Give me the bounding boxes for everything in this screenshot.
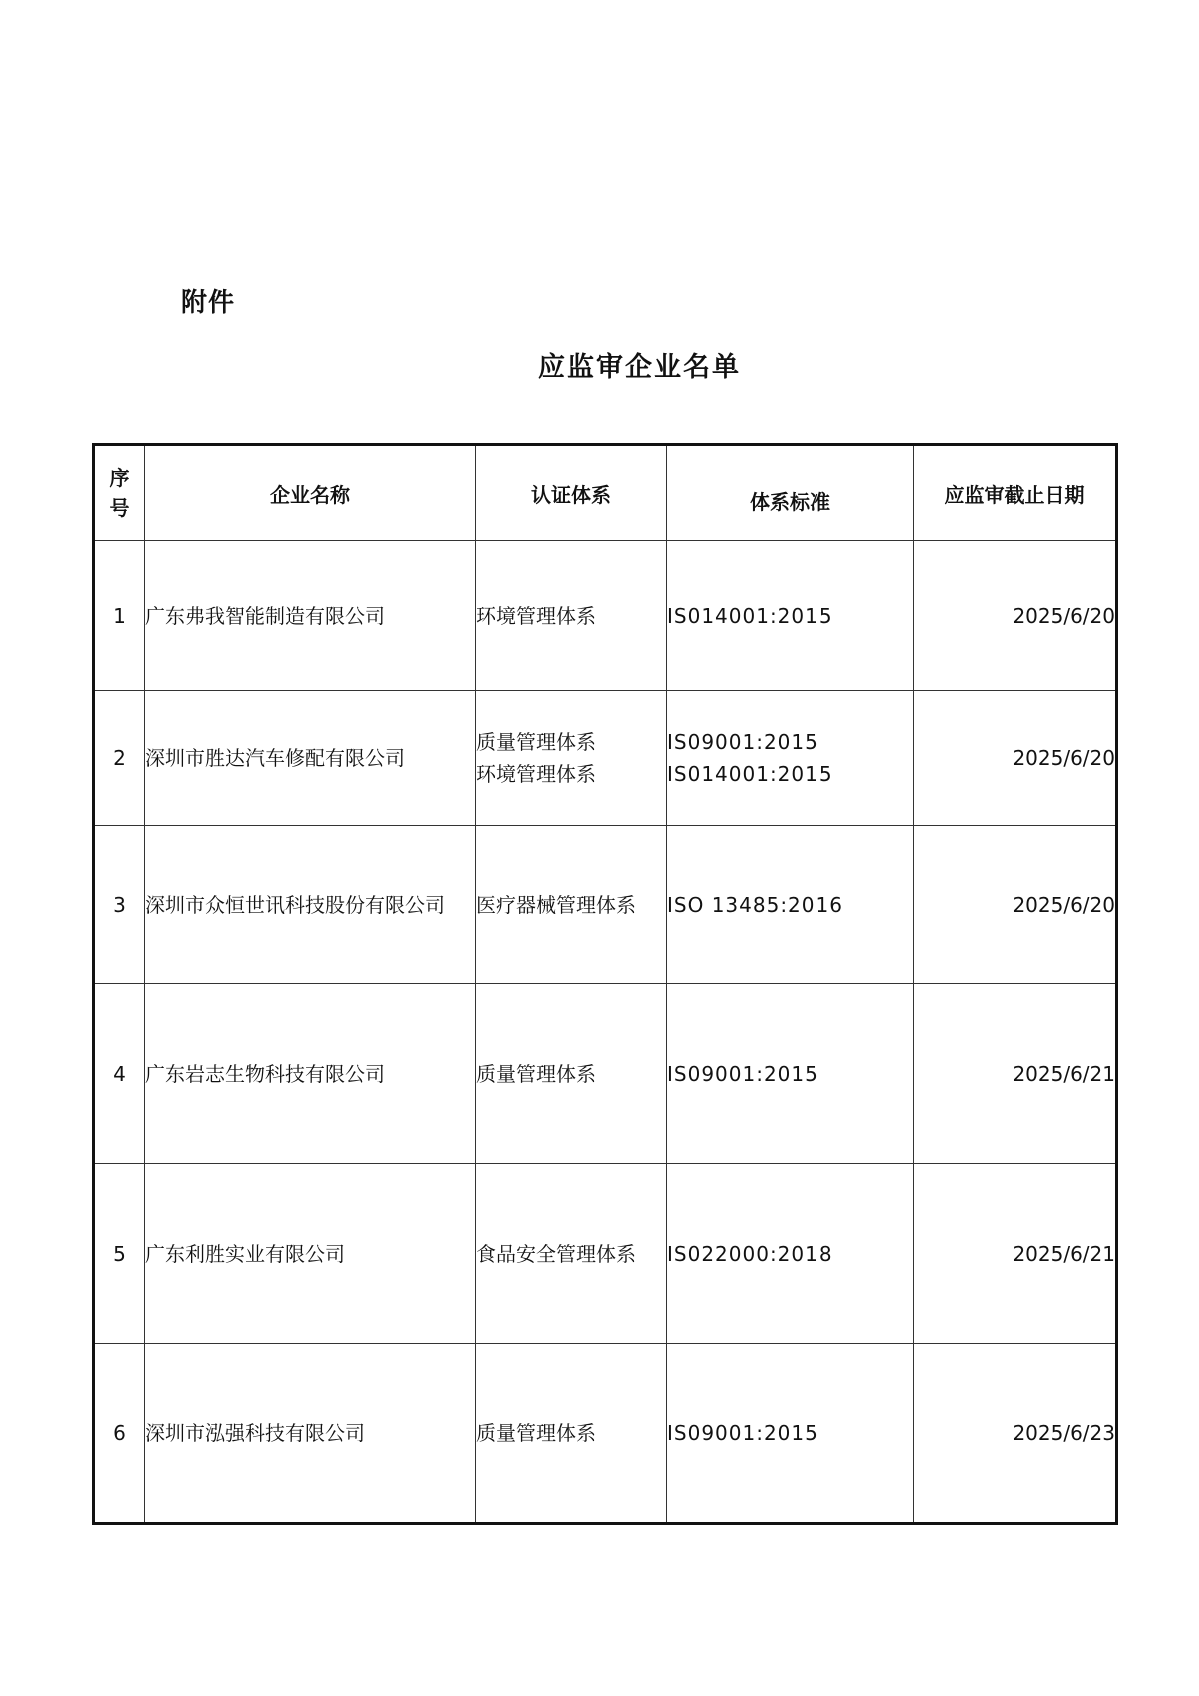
attachment-label: 附件 (181, 288, 236, 318)
table-row (94, 1344, 1117, 1524)
header-serial-line2: 号 (109, 496, 130, 520)
row-standard (667, 1344, 914, 1524)
row-standard (667, 1164, 914, 1344)
row-standard-line: IS09001:2015 (667, 730, 819, 754)
audit-company-table (92, 443, 1118, 1525)
document-title: 应监审企业名单 (538, 352, 741, 383)
row-standard-line: IS014001:2015 (667, 762, 833, 786)
row-system (476, 541, 667, 691)
row-serial: 1 (94, 541, 145, 691)
row-standard (667, 541, 914, 691)
row-standard (667, 691, 914, 826)
row-deadline: 2025/6/20 (914, 541, 1117, 691)
table-row (94, 1164, 1117, 1344)
table-row (94, 541, 1117, 691)
row-company: 深圳市众恒世讯科技股份有限公司 (145, 826, 476, 984)
row-system (476, 691, 667, 826)
row-system-line: 质量管理体系 (476, 1061, 596, 1086)
table-header-row (94, 445, 1117, 541)
header-serial-line1: 序 (109, 466, 130, 490)
row-deadline: 2025/6/21 (914, 1164, 1117, 1344)
header-audit-deadline: 应监审截止日期 (914, 445, 1117, 541)
table-row (94, 691, 1117, 826)
row-system-line: 质量管理体系 (476, 1421, 596, 1445)
row-system-line: 食品安全管理体系 (476, 1241, 636, 1266)
row-deadline: 2025/6/20 (914, 691, 1117, 826)
row-system-line: 医疗器械管理体系 (476, 892, 636, 917)
row-standard (667, 984, 914, 1164)
row-standard-line: IS09001:2015 (667, 1421, 819, 1445)
row-serial: 2 (94, 691, 145, 826)
header-certification-system: 认证体系 (476, 445, 667, 541)
row-standard-line: IS022000:2018 (667, 1241, 833, 1266)
row-system (476, 1344, 667, 1524)
row-system (476, 1164, 667, 1344)
row-serial: 6 (94, 1344, 145, 1524)
row-system-line: 质量管理体系 (476, 730, 596, 754)
row-deadline: 2025/6/21 (914, 984, 1117, 1164)
row-serial: 4 (94, 984, 145, 1164)
header-serial-number (94, 445, 145, 541)
row-company: 广东利胜实业有限公司 (145, 1164, 476, 1344)
row-system (476, 826, 667, 984)
row-serial: 5 (94, 1164, 145, 1344)
row-serial: 3 (94, 826, 145, 984)
row-standard-line: ISO 13485:2016 (667, 892, 843, 917)
header-company-name: 企业名称 (145, 445, 476, 541)
row-standard (667, 826, 914, 984)
row-standard-line: IS09001:2015 (667, 1061, 819, 1086)
row-standard-line: IS014001:2015 (667, 603, 833, 628)
table-row (94, 826, 1117, 984)
row-deadline: 2025/6/20 (914, 826, 1117, 984)
table-row (94, 984, 1117, 1164)
row-system-line: 环境管理体系 (476, 603, 596, 628)
row-company: 广东岩志生物科技有限公司 (145, 984, 476, 1164)
row-company: 广东弗我智能制造有限公司 (145, 541, 476, 691)
row-deadline: 2025/6/23 (914, 1344, 1117, 1524)
row-system-line: 环境管理体系 (476, 762, 596, 786)
row-system (476, 984, 667, 1164)
row-company: 深圳市胜达汽车修配有限公司 (145, 691, 476, 826)
row-company: 深圳市泓强科技有限公司 (145, 1344, 476, 1524)
header-system-standard: 体系标准 (667, 445, 914, 541)
